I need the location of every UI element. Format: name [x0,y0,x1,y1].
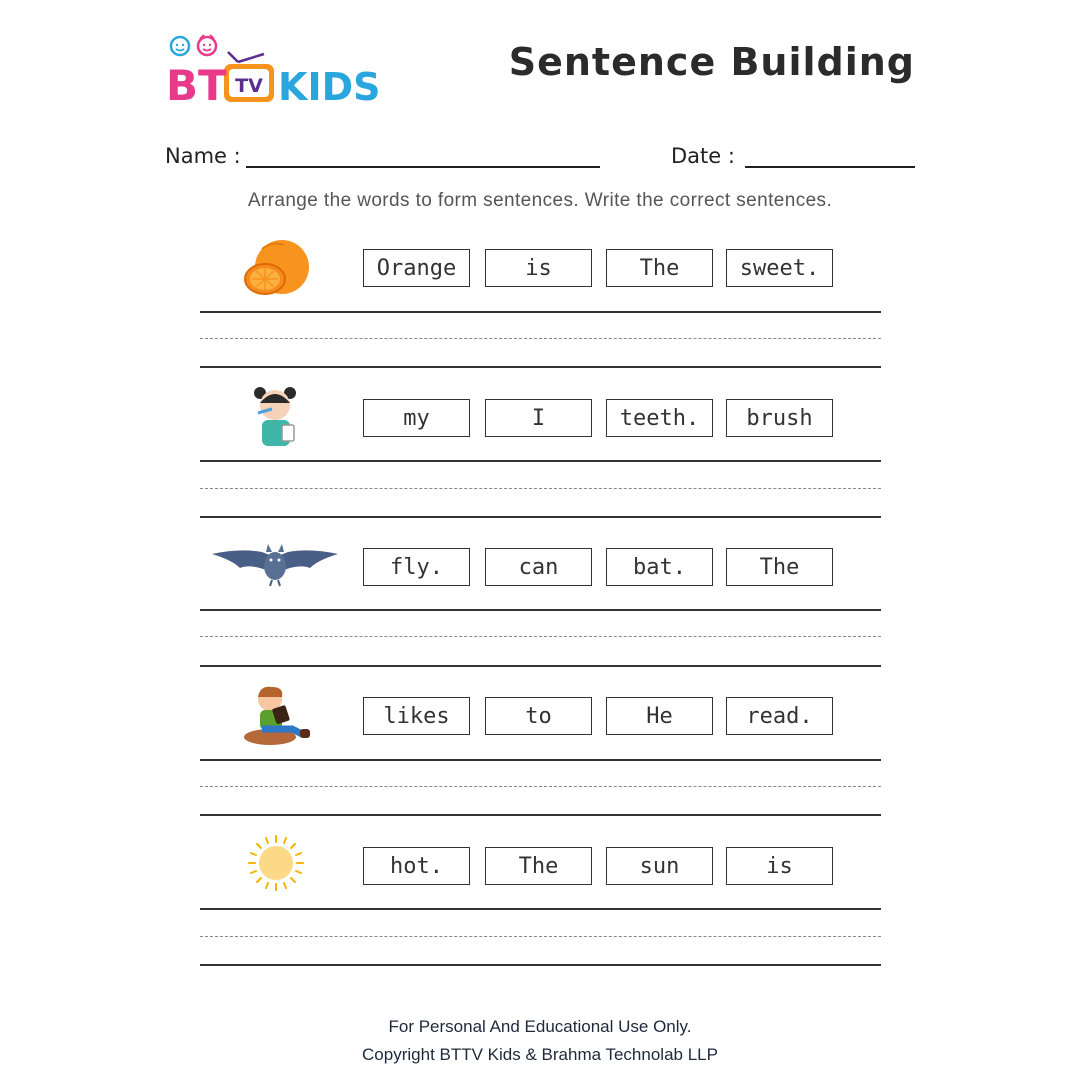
word-tile[interactable]: to [485,697,592,735]
footer-usage-note: For Personal And Educational Use Only. [388,1017,692,1036]
word-tile[interactable]: is [485,249,592,287]
writing-line-bottom [200,814,881,816]
writing-line-middle [200,636,881,637]
girl-brushing-teeth-icon [200,381,355,451]
word-tile[interactable]: can [485,548,592,586]
exercise-row-2 [0,399,1080,549]
writing-line-bottom [200,366,881,368]
word-tile[interactable]: is [726,847,833,885]
name-field[interactable] [246,166,600,168]
writing-line-middle [200,786,881,787]
writing-line-bottom [200,964,881,966]
word-tile[interactable]: The [606,249,713,287]
word-tile[interactable]: brush [726,399,833,437]
word-tile[interactable]: my [363,399,470,437]
svg-text:KIDS: KIDS [278,65,381,109]
boy-reading-icon [200,683,355,753]
word-tile[interactable]: bat. [606,548,713,586]
word-tile[interactable]: Orange [363,249,470,287]
word-tile[interactable]: sweet. [726,249,833,287]
date-label: Date : [671,144,735,168]
bttv-kids-logo [166,32,382,112]
exercise-row-5 [0,847,1080,997]
word-tile[interactable]: teeth. [606,399,713,437]
writing-line-top[interactable] [200,311,881,313]
exercise-row-4 [0,697,1080,847]
kid-faces-icon [171,35,216,55]
date-field[interactable] [745,166,915,168]
name-label: Name : [165,144,241,168]
svg-text:TV: TV [235,75,263,97]
writing-line-middle [200,488,881,489]
sun-icon [200,830,355,900]
word-tile[interactable]: sun [606,847,713,885]
writing-line-top[interactable] [200,460,881,462]
word-tile[interactable]: The [485,847,592,885]
word-tile[interactable]: I [485,399,592,437]
orange-icon [200,237,355,307]
word-tile[interactable]: likes [363,697,470,735]
exercise-row-1 [0,249,1080,399]
writing-line-top[interactable] [200,609,881,611]
writing-line-middle [200,936,881,937]
writing-line-bottom [200,516,881,518]
footer-copyright: Copyright BTTV Kids & Brahma Technolab LLP [362,1045,718,1064]
writing-line-top[interactable] [200,759,881,761]
writing-line-middle [200,338,881,339]
exercise-row-3 [0,548,1080,698]
word-tile[interactable]: He [606,697,713,735]
page-title: Sentence Building [508,40,915,84]
instructions-text: Arrange the words to form sentences. Write the correct sentences. [247,190,833,211]
logo-graphic [166,32,382,112]
svg-text:BT: BT [166,61,227,110]
bat-icon [210,542,365,612]
word-tile[interactable]: hot. [363,847,470,885]
writing-line-bottom [200,665,881,667]
word-tile[interactable]: read. [726,697,833,735]
word-tile[interactable]: The [726,548,833,586]
word-tile[interactable]: fly. [363,548,470,586]
writing-line-top[interactable] [200,908,881,910]
